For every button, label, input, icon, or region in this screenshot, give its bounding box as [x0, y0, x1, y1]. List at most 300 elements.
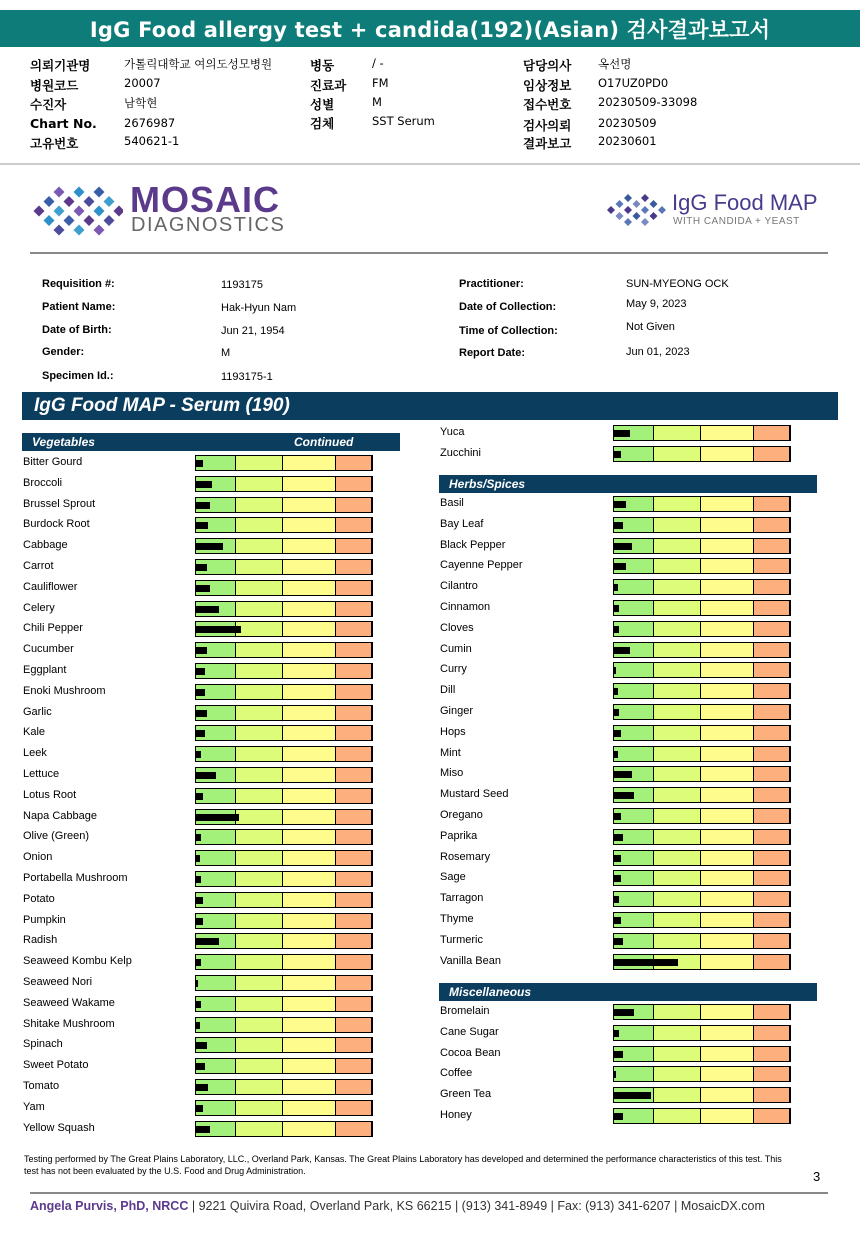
- bar-zone: [654, 913, 701, 927]
- bar-zone: [283, 872, 336, 886]
- result-bar: [195, 621, 373, 637]
- food-name: Chili Pepper: [23, 622, 83, 635]
- logo-tile: [44, 215, 55, 226]
- bar-zone: [283, 1080, 336, 1094]
- result-bar: [613, 870, 791, 886]
- bar-zone: [336, 518, 372, 532]
- food-name: Enoki Mushroom: [23, 684, 106, 697]
- food-name: Lotus Root: [23, 788, 77, 801]
- bar-zone: [754, 1005, 790, 1019]
- footer: [30, 1199, 765, 1213]
- result-bar: [195, 476, 373, 492]
- bar-zone: [196, 976, 236, 990]
- result-bar: [613, 496, 791, 512]
- bar-zone: [283, 747, 336, 761]
- bar-zone: [336, 830, 372, 844]
- patient-field-value: Not Given: [626, 321, 675, 333]
- bar-zone: [701, 622, 754, 636]
- bar-zone: [754, 871, 790, 885]
- bar-fill: [614, 451, 621, 458]
- logo-tile: [34, 206, 45, 217]
- result-bar: [613, 517, 791, 533]
- bar-fill: [614, 605, 619, 612]
- patient-field-label: Report Date:: [459, 347, 526, 359]
- result-bar: [195, 975, 373, 991]
- bar-fill: [196, 772, 216, 779]
- bar-zone: [701, 447, 754, 461]
- bar-zone: [654, 871, 701, 885]
- bar-fill: [614, 626, 619, 633]
- bar-fill: [196, 606, 219, 613]
- herbs-label: Herbs/Spices: [449, 477, 526, 491]
- food-name: Cane Sugar: [440, 1025, 499, 1038]
- bar-zone: [701, 426, 754, 440]
- herbs-header: [439, 475, 817, 493]
- logo-tile: [44, 196, 55, 207]
- food-name: Dill: [440, 684, 456, 697]
- bar-fill: [196, 1063, 205, 1070]
- food-name: Cilantro: [440, 580, 478, 593]
- bar-zone: [236, 955, 283, 969]
- bar-zone: [236, 1018, 283, 1032]
- bar-zone: [654, 1005, 701, 1019]
- bar-zone: [336, 539, 372, 553]
- logo-tile: [54, 206, 65, 217]
- patient-field-label: Patient Name:: [42, 301, 116, 313]
- misc-header: [439, 983, 817, 1001]
- logo-tile: [94, 225, 105, 236]
- bar-zone: [236, 1038, 283, 1052]
- bar-fill: [196, 710, 207, 717]
- bar-zone: [336, 851, 372, 865]
- result-bar: [195, 829, 373, 845]
- food-name: Onion: [23, 851, 53, 864]
- logo-tile: [633, 212, 641, 220]
- result-bar: [195, 1100, 373, 1116]
- result-bar: [195, 580, 373, 596]
- bar-zone: [654, 767, 701, 781]
- col1-value: 540621-1: [124, 134, 180, 148]
- bar-zone: [754, 622, 790, 636]
- bar-zone: [614, 684, 654, 698]
- col2-value: M: [372, 95, 382, 109]
- bar-zone: [236, 664, 283, 678]
- bar-zone: [654, 539, 701, 553]
- col2-value: SST Serum: [372, 114, 435, 128]
- bar-zone: [614, 622, 654, 636]
- bar-zone: [654, 601, 701, 615]
- food-name: Mustard Seed: [440, 788, 509, 801]
- bar-zone: [236, 976, 283, 990]
- food-name: Leek: [23, 747, 47, 760]
- bar-zone: [654, 684, 701, 698]
- continued-label: Continued: [294, 435, 354, 449]
- bar-zone: [701, 767, 754, 781]
- bar-zone: [654, 934, 701, 948]
- bar-zone: [336, 1059, 372, 1073]
- bar-zone: [754, 497, 790, 511]
- result-bar: [195, 517, 373, 533]
- result-bar: [613, 933, 791, 949]
- col3-value: 20230509-33098: [598, 95, 698, 109]
- food-name: Coffee: [440, 1067, 473, 1080]
- bar-fill: [614, 1051, 623, 1058]
- report-title: IgG Food allergy test + candida(192)(Asian) 검사결과보고서: [0, 10, 860, 47]
- bar-zone: [654, 788, 701, 802]
- bar-zone: [283, 685, 336, 699]
- result-bar: [613, 1108, 791, 1124]
- bar-zone: [283, 498, 336, 512]
- logo-tile: [616, 212, 624, 220]
- patient-field-label: Gender:: [42, 346, 85, 358]
- bar-zone: [336, 498, 372, 512]
- bar-zone: [196, 830, 236, 844]
- food-name: Kale: [23, 726, 46, 739]
- bar-zone: [654, 892, 701, 906]
- food-name: Basil: [440, 497, 464, 509]
- food-name: Eggplant: [23, 664, 67, 676]
- bar-zone: [196, 997, 236, 1011]
- bar-zone: [196, 872, 236, 886]
- bar-zone: [336, 768, 372, 782]
- food-name: Burdock Root: [23, 518, 90, 531]
- bar-zone: [236, 789, 283, 803]
- food-name: Hops: [440, 725, 466, 738]
- patient-field-label: Time of Collection:: [459, 325, 558, 337]
- bar-zone: [236, 997, 283, 1011]
- bar-zone: [336, 893, 372, 907]
- bar-zone: [654, 580, 701, 594]
- result-bar: [613, 766, 791, 782]
- page-number: 3: [813, 1169, 821, 1184]
- bar-zone: [283, 810, 336, 824]
- bar-zone: [283, 643, 336, 657]
- col2-label: 검체: [310, 116, 335, 131]
- bar-zone: [701, 1005, 754, 1019]
- result-bar: [195, 497, 373, 513]
- bar-zone: [701, 705, 754, 719]
- logo-tile: [74, 187, 85, 198]
- result-bar: [195, 788, 373, 804]
- bar-zone: [283, 581, 336, 595]
- food-name: Cabbage: [23, 539, 68, 552]
- bar-zone: [701, 1088, 754, 1102]
- bar-fill: [196, 814, 239, 821]
- bar-fill: [196, 502, 210, 509]
- food-name: Cocoa Bean: [440, 1046, 501, 1059]
- result-bar: [613, 600, 791, 616]
- col3-label: 임상정보: [523, 78, 572, 93]
- logo-tile: [104, 215, 115, 226]
- bar-zone: [283, 1101, 336, 1115]
- patient-field-label: Date of Collection:: [459, 301, 557, 313]
- bar-zone: [654, 726, 701, 740]
- col2-value: / -: [372, 56, 384, 70]
- result-bar: [613, 725, 791, 741]
- result-bar: [195, 996, 373, 1012]
- bar-fill: [614, 792, 634, 799]
- bar-zone: [283, 1122, 336, 1136]
- food-name: Thyme: [440, 913, 474, 925]
- bar-zone: [236, 768, 283, 782]
- food-name: Lettuce: [23, 768, 60, 780]
- bar-zone: [196, 747, 236, 761]
- header-divider: [0, 163, 860, 165]
- bar-zone: [336, 581, 372, 595]
- result-bar: [195, 933, 373, 949]
- logo-tile: [64, 196, 75, 207]
- logo-main-text: MOSAIC: [130, 179, 280, 220]
- bar-zone: [336, 456, 372, 470]
- bar-fill: [196, 1105, 203, 1112]
- bar-zone: [614, 663, 654, 677]
- bar-fill: [614, 855, 621, 862]
- result-bar: [613, 891, 791, 907]
- food-name: Shitake Mushroom: [23, 1017, 115, 1030]
- food-name: Olive (Green): [23, 830, 90, 843]
- bar-zone: [336, 664, 372, 678]
- bar-zone: [654, 447, 701, 461]
- food-name: Mint: [440, 746, 461, 759]
- bar-fill: [614, 563, 626, 570]
- col1-value: 가톨릭대학교 여의도성모병원: [124, 57, 273, 71]
- logo-tile: [641, 194, 649, 202]
- logo-tile: [94, 187, 105, 198]
- result-bar: [613, 954, 791, 970]
- bar-fill: [614, 709, 619, 716]
- bar-zone: [754, 955, 790, 969]
- product-subtitle: WITH CANDIDA + YEAST: [673, 216, 800, 227]
- logo-tile: [650, 212, 658, 220]
- bar-zone: [701, 830, 754, 844]
- food-name: Zucchini: [440, 446, 481, 459]
- bar-zone: [701, 726, 754, 740]
- bar-zone: [654, 622, 701, 636]
- bar-fill: [614, 959, 678, 966]
- footer-name: Angela Purvis, PhD, NRCC: [30, 1199, 189, 1213]
- logo-tile: [54, 225, 65, 236]
- bar-zone: [236, 810, 283, 824]
- bar-zone: [283, 914, 336, 928]
- logo-tile: [624, 206, 632, 214]
- bar-zone: [283, 997, 336, 1011]
- bar-zone: [754, 426, 790, 440]
- bar-zone: [701, 892, 754, 906]
- bar-zone: [654, 663, 701, 677]
- result-bar: [613, 538, 791, 554]
- logo-tile: [74, 225, 85, 236]
- bar-zone: [236, 539, 283, 553]
- bar-zone: [754, 539, 790, 553]
- bar-fill: [614, 938, 623, 945]
- food-name: Carrot: [23, 560, 54, 572]
- bar-zone: [701, 497, 754, 511]
- food-name: Napa Cabbage: [23, 809, 98, 822]
- food-name: Pumpkin: [23, 913, 66, 926]
- bar-fill: [614, 751, 618, 758]
- footer-details: | 9221 Quivira Road, Overland Park, KS 66215 | (913) 341-8949 | Fax: (913) 341-6207 | MosaicDX.com: [188, 1199, 765, 1213]
- logo-tile: [54, 187, 65, 198]
- bar-zone: [336, 914, 372, 928]
- bar-fill: [614, 522, 623, 529]
- result-bar: [613, 579, 791, 595]
- bar-zone: [236, 893, 283, 907]
- footnote: Testing performed by The Great Plains Laboratory, LLC., Overland Park, Kansas. The Great Plains Laboratory has developed and determined the performance characteristics of this test. This test has not been evaluated by the U.S. Food and Drug Administration.: [24, 1154, 782, 1176]
- food-name: Broccoli: [23, 476, 63, 489]
- food-name: Radish: [23, 934, 58, 947]
- logo-tile: [64, 215, 75, 226]
- bar-zone: [701, 955, 754, 969]
- result-bar: [195, 850, 373, 866]
- bar-zone: [336, 477, 372, 491]
- logo-tile: [74, 206, 85, 217]
- bar-zone: [754, 559, 790, 573]
- food-name: Sage: [440, 871, 466, 884]
- bar-fill: [614, 896, 619, 903]
- bar-fill: [196, 938, 219, 945]
- bar-zone: [236, 456, 283, 470]
- food-name: Bromelain: [440, 1005, 490, 1017]
- bar-fill: [196, 1126, 210, 1133]
- bar-zone: [283, 768, 336, 782]
- bar-fill: [196, 855, 200, 862]
- bar-fill: [614, 501, 626, 508]
- logo-tile: [84, 215, 95, 226]
- bar-zone: [754, 1109, 790, 1123]
- result-bar: [195, 809, 373, 825]
- bar-fill: [614, 647, 630, 654]
- bar-zone: [654, 1026, 701, 1040]
- bar-zone: [336, 602, 372, 616]
- bar-zone: [654, 518, 701, 532]
- bar-zone: [614, 747, 654, 761]
- bar-zone: [701, 871, 754, 885]
- food-name: Miso: [440, 767, 464, 780]
- bar-zone: [754, 892, 790, 906]
- food-name: Cauliflower: [23, 580, 78, 593]
- result-bar: [613, 683, 791, 699]
- bar-fill: [196, 585, 210, 592]
- bar-fill: [196, 834, 201, 841]
- food-name: Portabella Mushroom: [23, 872, 128, 884]
- patient-field-value: May 9, 2023: [626, 298, 687, 310]
- bar-zone: [283, 477, 336, 491]
- bar-zone: [336, 872, 372, 886]
- bar-zone: [236, 581, 283, 595]
- bar-zone: [754, 809, 790, 823]
- col1-label: Chart No.: [30, 116, 97, 131]
- bar-zone: [754, 1088, 790, 1102]
- bar-zone: [336, 685, 372, 699]
- bar-zone: [701, 1026, 754, 1040]
- bar-zone: [236, 914, 283, 928]
- col2-value: FM: [372, 76, 389, 90]
- bar-fill: [614, 917, 621, 924]
- bar-zone: [336, 997, 372, 1011]
- result-bar: [613, 425, 791, 441]
- bar-zone: [654, 830, 701, 844]
- bar-zone: [654, 643, 701, 657]
- bar-fill: [614, 1113, 623, 1120]
- logo-tile: [633, 200, 641, 208]
- bar-zone: [701, 1109, 754, 1123]
- bar-zone: [236, 747, 283, 761]
- patient-field-label: Practitioner:: [459, 278, 524, 290]
- logo-tile: [104, 196, 115, 207]
- bar-zone: [236, 602, 283, 616]
- bar-zone: [701, 809, 754, 823]
- col1-value: 2676987: [124, 116, 176, 130]
- bar-zone: [236, 622, 283, 636]
- vegetables-header: [22, 433, 400, 451]
- col1-label: 의뢰기관명: [30, 58, 91, 73]
- bar-zone: [614, 1067, 654, 1081]
- bar-fill: [614, 730, 621, 737]
- bar-zone: [754, 747, 790, 761]
- bar-zone: [283, 789, 336, 803]
- result-bar: [195, 725, 373, 741]
- result-bar: [195, 455, 373, 471]
- food-name: Cumin: [440, 642, 472, 655]
- col1-label: 고유번호: [30, 136, 79, 151]
- vegetables-label: Vegetables: [32, 435, 95, 449]
- food-name: Bay Leaf: [440, 517, 484, 530]
- logo-tile: [650, 200, 658, 208]
- result-bar: [195, 1121, 373, 1137]
- col1-label: 수진자: [30, 97, 67, 112]
- food-name: Sweet Potato: [23, 1059, 89, 1072]
- bar-zone: [754, 643, 790, 657]
- result-bar: [613, 1046, 791, 1062]
- bar-zone: [236, 830, 283, 844]
- bar-zone: [336, 955, 372, 969]
- bar-fill: [196, 626, 241, 633]
- bar-zone: [196, 851, 236, 865]
- patient-field-value: Jun 01, 2023: [626, 346, 690, 358]
- result-bar: [195, 767, 373, 783]
- bar-fill: [196, 689, 205, 696]
- result-bar: [195, 559, 373, 575]
- patient-field-value: SUN-MYEONG OCK: [626, 278, 729, 290]
- bar-zone: [754, 934, 790, 948]
- bar-fill: [196, 897, 203, 904]
- food-name: Seaweed Wakame: [23, 996, 115, 1009]
- bar-zone: [654, 851, 701, 865]
- bar-zone: [701, 788, 754, 802]
- bar-fill: [196, 481, 212, 488]
- patient-field-value: M: [221, 347, 231, 359]
- bar-zone: [654, 559, 701, 573]
- bar-zone: [236, 1059, 283, 1073]
- bar-zone: [236, 1122, 283, 1136]
- result-bar: [613, 621, 791, 637]
- bar-zone: [654, 1067, 701, 1081]
- bar-zone: [283, 456, 336, 470]
- logo-tile: [624, 218, 632, 226]
- bar-zone: [283, 955, 336, 969]
- bar-fill: [614, 813, 621, 820]
- bar-zone: [701, 539, 754, 553]
- bar-zone: [754, 1067, 790, 1081]
- bar-zone: [283, 706, 336, 720]
- bar-zone: [654, 747, 701, 761]
- food-name: Yellow Squash: [23, 1121, 95, 1134]
- bar-zone: [283, 602, 336, 616]
- result-bar: [195, 538, 373, 554]
- food-name: Brussel Sprout: [23, 497, 96, 510]
- result-bar: [195, 954, 373, 970]
- bar-fill: [196, 876, 201, 883]
